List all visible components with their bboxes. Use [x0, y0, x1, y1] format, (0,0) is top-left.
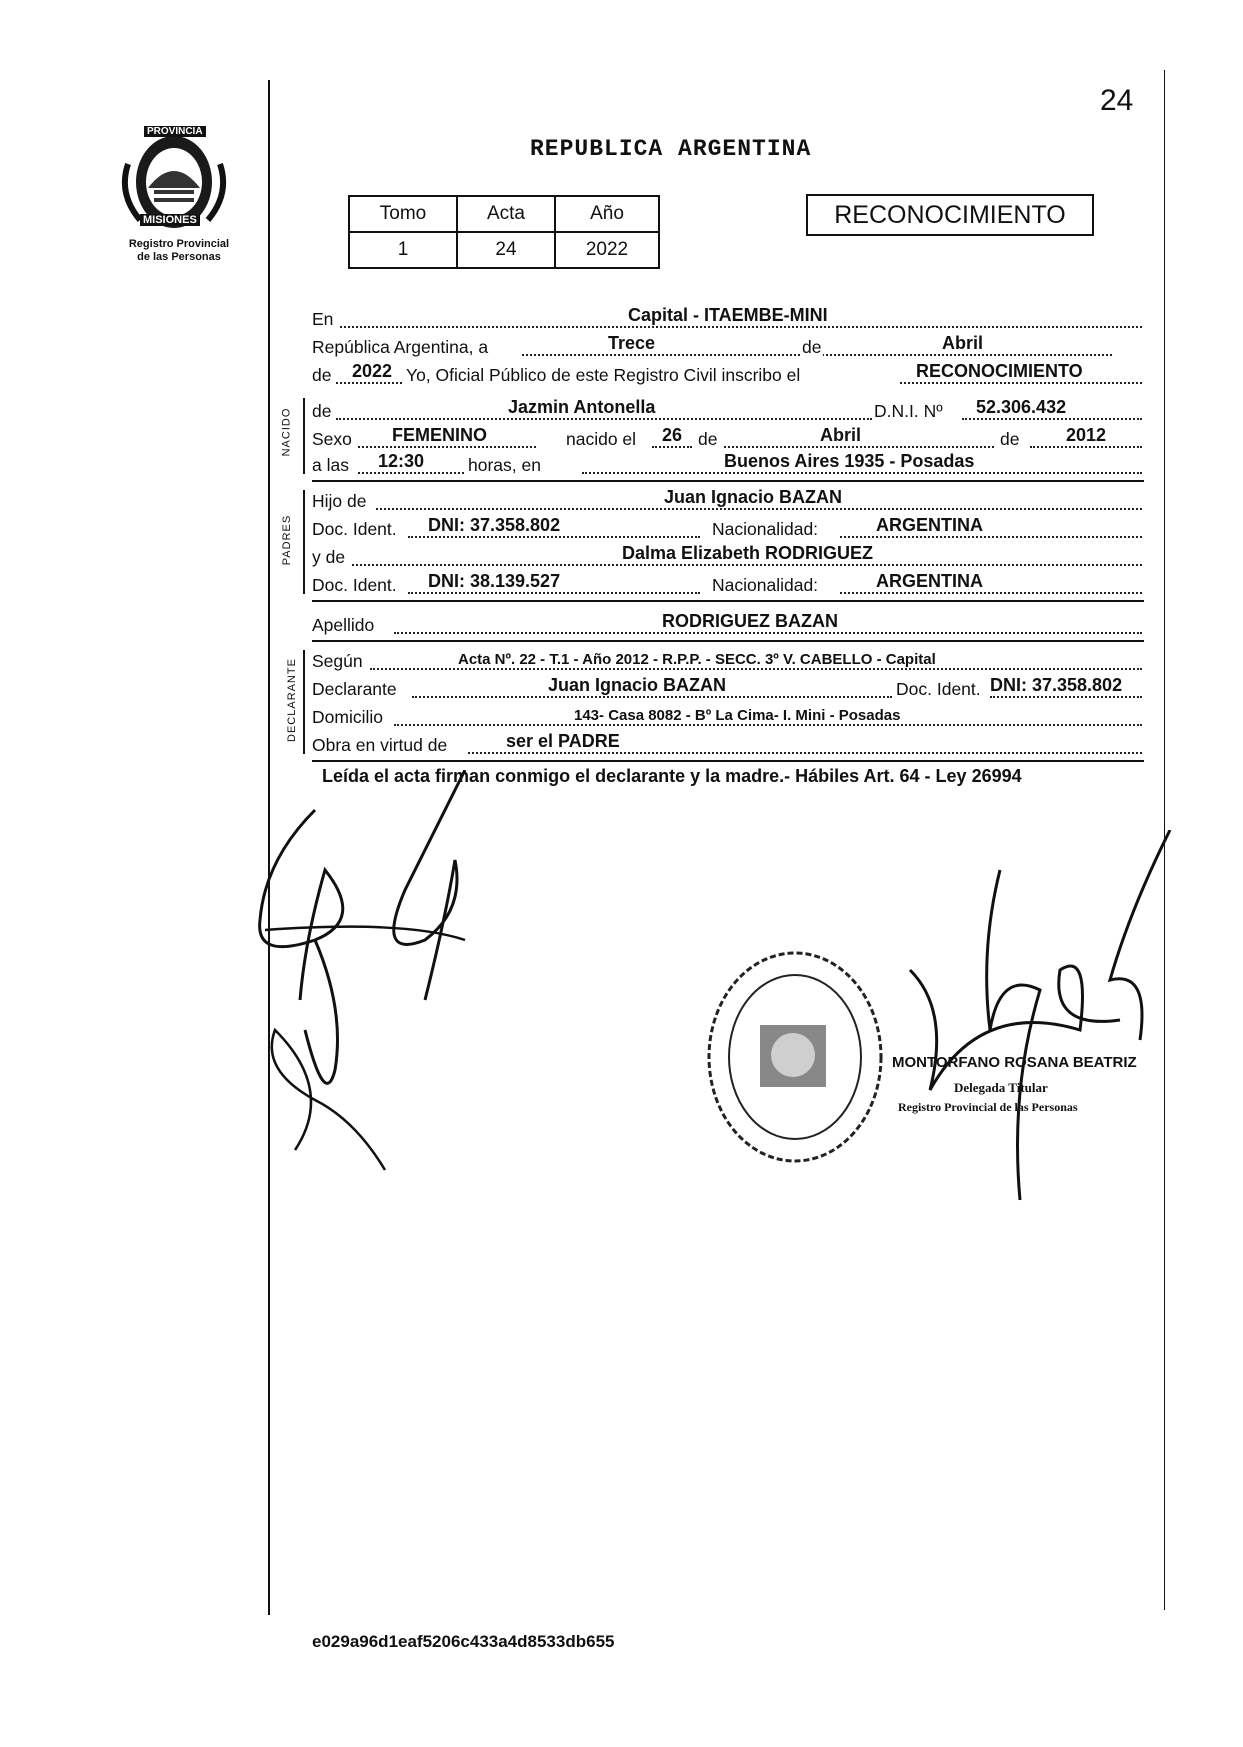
label-inscription: Yo, Oficial Público de este Registro Civil inscribo el — [406, 365, 801, 385]
act-type-box: RECONOCIMIENTO — [806, 194, 1094, 236]
value-mother-nat: ARGENTINA — [876, 571, 983, 591]
official-stamp-role: Delegada Titular — [954, 1080, 1048, 1095]
row-father-doc — [312, 515, 1142, 540]
official-round-stamp — [700, 945, 890, 1170]
value-tomo: 1 — [349, 232, 457, 268]
value-anio: 2022 — [555, 232, 659, 268]
section-label-declarante: DECLARANTE — [285, 658, 298, 742]
declarante-section-line — [303, 650, 305, 754]
value-place: Capital - ITAEMBE-MINI — [628, 305, 828, 325]
signature-official — [890, 830, 1180, 1210]
row-place — [312, 305, 1142, 330]
label-en: En — [312, 309, 334, 329]
value-child-name: Jazmin Antonella — [508, 397, 656, 417]
value-segun: Acta Nº. 22 - T.1 - Año 2012 - R.P.P. - SECC. 3º V. CABELLO - Capital — [458, 651, 936, 668]
value-month: Abril — [942, 333, 984, 353]
label-alas: a las — [312, 455, 349, 475]
nacido-section-line — [303, 398, 305, 474]
label-dni: D.N.I. Nº — [874, 401, 943, 421]
label-declarante: Declarante — [312, 679, 397, 699]
label-domicilio: Domicilio — [312, 707, 383, 727]
value-sexo: FEMENINO — [392, 425, 488, 445]
registry-table — [348, 195, 660, 269]
row-apellido — [312, 611, 1142, 636]
value-year: 2022 — [352, 361, 393, 381]
label-mother-doc: Doc. Ident. — [312, 575, 397, 595]
label-father-nat: Nacionalidad: — [712, 519, 819, 539]
header-tomo: Tomo — [349, 196, 457, 232]
label-nacido-el: nacido el — [566, 429, 637, 449]
seal-text-top: PROVINCIA — [144, 126, 206, 137]
value-mother-doc: DNI: 38.139.527 — [428, 571, 561, 591]
value-birth-place: Buenos Aires 1935 - Posadas — [724, 451, 975, 471]
label-de-month: de — [698, 429, 718, 449]
row-nacido-name — [312, 397, 1142, 422]
label-horas: horas, en — [468, 455, 541, 475]
value-child-dni: 52.306.432 — [976, 397, 1067, 417]
official-stamp-office: Registro Provincial de las Personas — [898, 1100, 1078, 1114]
row-date — [312, 333, 1142, 358]
label-nacido-de: de — [312, 401, 332, 421]
label-father-doc: Doc. Ident. — [312, 519, 397, 539]
value-father-doc: DNI: 37.358.802 — [428, 515, 561, 535]
label-de: de — [802, 337, 822, 357]
value-declarante-name: Juan Ignacio BAZAN — [548, 675, 727, 695]
closing-statement: Leída el acta firman conmigo el declarante y la madre.- Hábiles Art. 64 - Ley 26994 — [322, 766, 1022, 786]
logo-caption-line1: Registro Provincial — [128, 238, 230, 250]
label-sexo: Sexo — [312, 429, 352, 449]
label-de-year: de — [312, 365, 332, 385]
value-birth-day: 26 — [662, 425, 683, 445]
value-domicilio: 143- Casa 8082 - Bº La Cima- I. Mini - Posadas — [574, 707, 901, 724]
label-hijo-de: Hijo de — [312, 491, 367, 511]
document-hash: e029a96d1eaf5206c433a4d8533db655 — [312, 1632, 615, 1651]
doc-heading: REPUBLICA ARGENTINA — [530, 136, 812, 162]
row-obra — [312, 731, 1142, 756]
label-obra: Obra en virtud de — [312, 735, 448, 755]
label-declarante-doc: Doc. Ident. — [896, 679, 981, 699]
label-republica: República Argentina, a — [312, 337, 489, 357]
label-de-year2: de — [1000, 429, 1020, 449]
row-segun — [312, 650, 1142, 672]
row-nacido-sexo — [312, 425, 1142, 450]
value-day: Trece — [608, 333, 656, 353]
value-mother-name: Dalma Elizabeth RODRIGUEZ — [622, 543, 874, 563]
header-acta: Acta — [457, 196, 555, 232]
section-label-nacido: NACIDO — [280, 407, 293, 457]
section-label-padres: PADRES — [281, 514, 294, 566]
seal-text-bottom: MISIONES — [140, 214, 200, 226]
value-obra: ser el PADRE — [506, 731, 620, 751]
padres-section-line — [303, 490, 305, 594]
label-apellido: Apellido — [312, 615, 375, 635]
logo-caption-line2: de las Personas — [137, 251, 221, 263]
row-inscription — [312, 361, 1142, 386]
row-mother-name — [312, 543, 1142, 568]
row-father-name — [312, 487, 1142, 512]
value-father-name: Juan Ignacio BAZAN — [664, 487, 843, 507]
value-birth-year: 2012 — [1066, 425, 1107, 445]
divider-padres — [312, 600, 1144, 602]
label-mother-nat: Nacionalidad: — [712, 575, 819, 595]
row-declarante — [312, 675, 1142, 700]
logo-caption — [104, 238, 254, 264]
value-apellido: RODRIGUEZ BAZAN — [662, 611, 838, 631]
divider-nacido — [312, 480, 1144, 482]
signature-declarante — [255, 770, 675, 1210]
value-acta: 24 — [457, 232, 555, 268]
value-father-nat: ARGENTINA — [876, 515, 983, 535]
label-y-de: y de — [312, 547, 346, 567]
header-anio: Año — [555, 196, 659, 232]
label-segun: Según — [312, 651, 363, 671]
divider-declarante — [312, 760, 1144, 762]
row-nacido-time — [312, 451, 1142, 476]
row-domicilio — [312, 706, 1142, 728]
official-stamp-name: MONTORFANO ROSANA BEATRIZ — [892, 1054, 1137, 1071]
value-birth-time: 12:30 — [378, 451, 425, 471]
value-declarante-doc: DNI: 37.358.802 — [990, 675, 1123, 695]
page-number: 24 — [1100, 84, 1134, 117]
row-mother-doc — [312, 571, 1142, 596]
value-birth-month: Abril — [820, 425, 862, 445]
value-inscription-type: RECONOCIMIENTO — [916, 361, 1083, 381]
divider-apellido — [312, 640, 1144, 642]
